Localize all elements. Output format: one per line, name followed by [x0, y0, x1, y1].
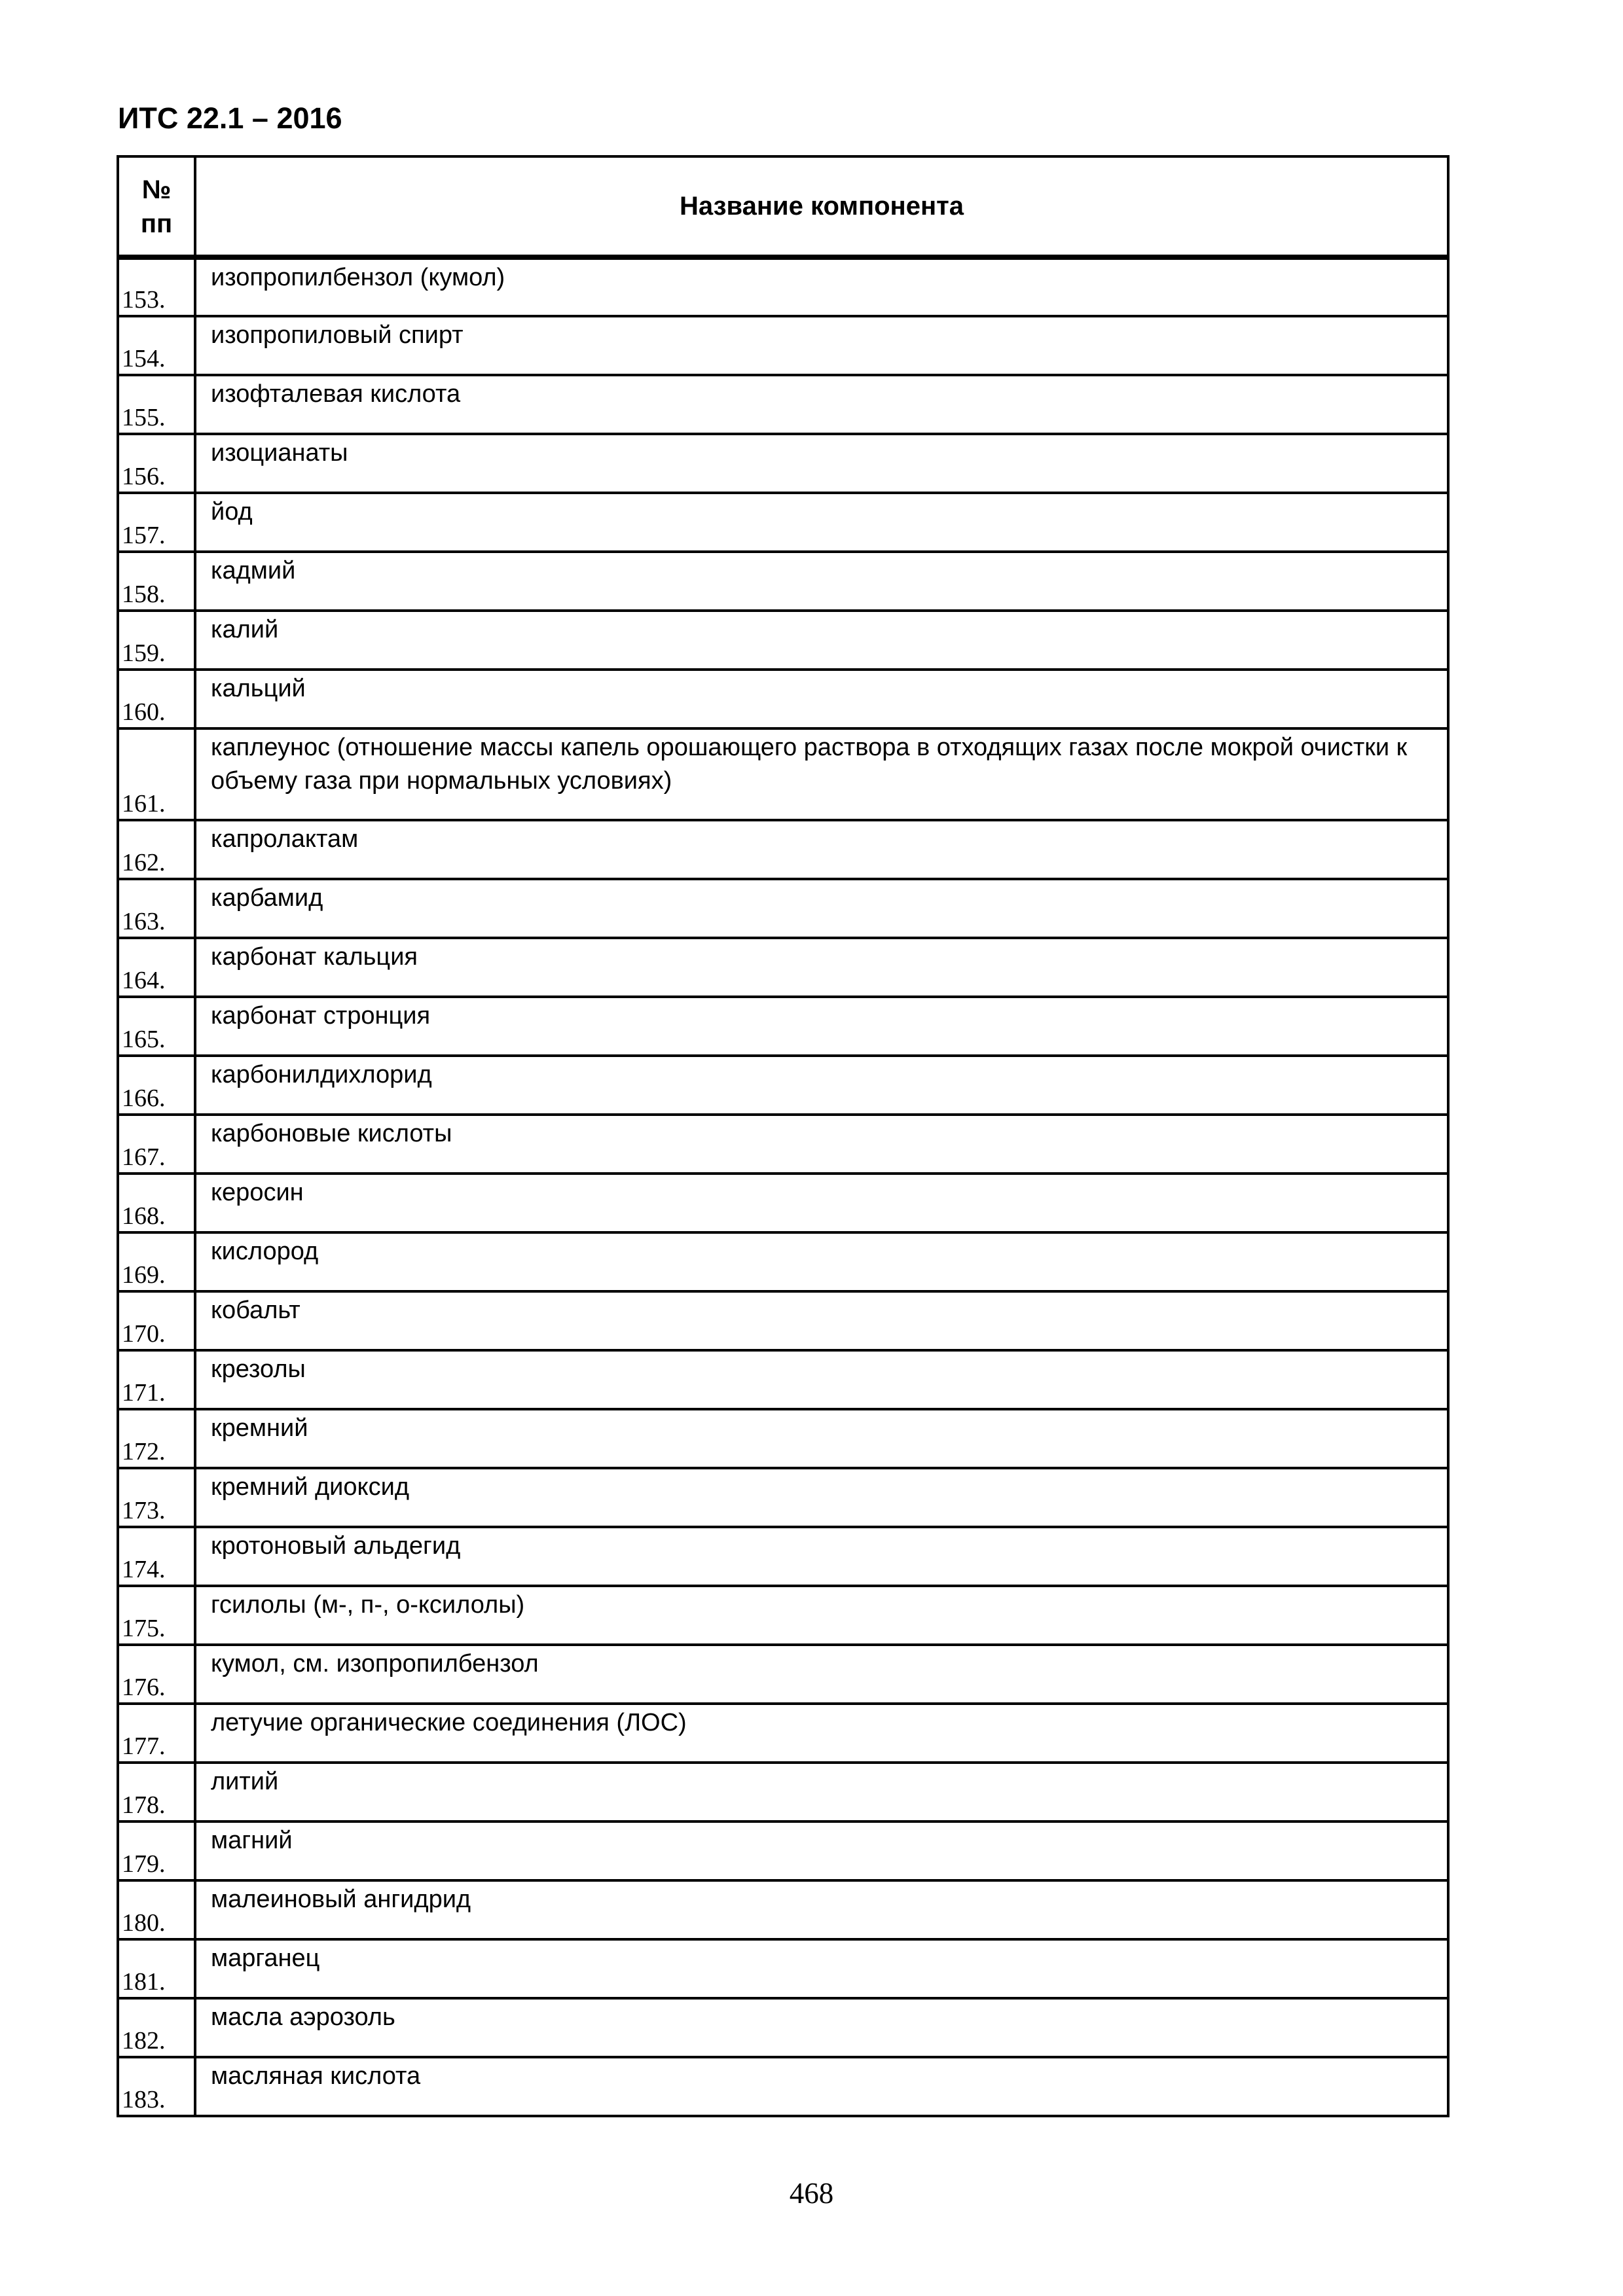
table-row — [118, 1174, 1448, 1232]
row-number-cell: 178. — [118, 1763, 195, 1821]
component-name-cell: изопропилбензол (кумол) — [195, 257, 1448, 316]
table-body — [118, 257, 1448, 2116]
column-header-number-line2: пп — [140, 209, 173, 238]
table-row — [118, 1704, 1448, 1763]
table-row — [118, 997, 1448, 1056]
table-row — [118, 2057, 1448, 2116]
component-name-cell: масла аэрозоль — [195, 1998, 1448, 2057]
table-row — [118, 1056, 1448, 1115]
table-row — [118, 1527, 1448, 1586]
row-number-cell: 173. — [118, 1468, 195, 1527]
row-number-cell: 163. — [118, 879, 195, 938]
table-header-row — [118, 156, 1448, 257]
component-name-cell: марганец — [195, 1939, 1448, 1998]
component-name-cell: кадмий — [195, 552, 1448, 611]
row-number-cell: 159. — [118, 611, 195, 670]
row-number-cell: 171. — [118, 1350, 195, 1409]
row-number-cell: 162. — [118, 820, 195, 879]
component-name-cell: магний — [195, 1821, 1448, 1880]
components-table-wrapper — [117, 155, 1447, 2117]
row-number-cell: 172. — [118, 1409, 195, 1468]
row-number-cell: 181. — [118, 1939, 195, 1998]
table-row — [118, 257, 1448, 316]
column-header-number — [118, 156, 195, 257]
document-header: ИТС 22.1 – 2016 — [118, 101, 342, 135]
row-number-cell: 179. — [118, 1821, 195, 1880]
row-number-cell: 170. — [118, 1291, 195, 1350]
component-name-cell: капролактам — [195, 820, 1448, 879]
column-header-number-line1: № — [141, 175, 172, 204]
table-row — [118, 1291, 1448, 1350]
row-number-cell: 165. — [118, 997, 195, 1056]
table-row — [118, 938, 1448, 997]
table-row — [118, 493, 1448, 552]
row-number-cell: 167. — [118, 1115, 195, 1174]
row-number-cell: 166. — [118, 1056, 195, 1115]
row-number-cell: 174. — [118, 1527, 195, 1586]
component-name-cell: кумол, см. изопропилбензол — [195, 1645, 1448, 1704]
table-row — [118, 879, 1448, 938]
component-name-cell: малеиновый ангидрид — [195, 1880, 1448, 1939]
page-number: 468 — [789, 2177, 834, 2210]
row-number-cell: 164. — [118, 938, 195, 997]
component-name-cell: изоцианаты — [195, 434, 1448, 493]
component-name-cell: карбонилдихлорид — [195, 1056, 1448, 1115]
table-row — [118, 434, 1448, 493]
row-number-cell: 183. — [118, 2057, 195, 2116]
component-name-cell: летучие органические соединения (ЛОС) — [195, 1704, 1448, 1763]
component-name-cell: карбонат стронция — [195, 997, 1448, 1056]
row-number-cell: 161. — [118, 728, 195, 820]
components-table — [117, 155, 1450, 2117]
row-number-cell: 158. — [118, 552, 195, 611]
row-number-cell: 180. — [118, 1880, 195, 1939]
component-name-cell: кремний диоксид — [195, 1468, 1448, 1527]
table-row — [118, 670, 1448, 728]
table-row — [118, 1586, 1448, 1645]
table-row — [118, 611, 1448, 670]
component-name-cell: кальций — [195, 670, 1448, 728]
row-number-cell: 169. — [118, 1232, 195, 1291]
row-number-cell: 154. — [118, 316, 195, 375]
component-name-cell: карбонат кальция — [195, 938, 1448, 997]
component-name-cell: йод — [195, 493, 1448, 552]
row-number-cell: 182. — [118, 1998, 195, 2057]
row-number-cell: 156. — [118, 434, 195, 493]
table-row — [118, 1468, 1448, 1527]
table-row — [118, 1939, 1448, 1998]
table-row — [118, 728, 1448, 820]
component-name-cell: изофталевая кислота — [195, 375, 1448, 434]
row-number-cell: 157. — [118, 493, 195, 552]
component-name-cell: литий — [195, 1763, 1448, 1821]
component-name-cell: изопропиловый спирт — [195, 316, 1448, 375]
table-row — [118, 552, 1448, 611]
row-number-cell: 155. — [118, 375, 195, 434]
row-number-cell: 168. — [118, 1174, 195, 1232]
row-number-cell: 176. — [118, 1645, 195, 1704]
table-row — [118, 1232, 1448, 1291]
row-number-cell: 160. — [118, 670, 195, 728]
row-number-cell: 175. — [118, 1586, 195, 1645]
component-name-cell: кремний — [195, 1409, 1448, 1468]
table-row — [118, 1880, 1448, 1939]
column-header-name: Название компонента — [195, 156, 1448, 257]
component-name-cell: карбамид — [195, 879, 1448, 938]
row-number-cell: 177. — [118, 1704, 195, 1763]
component-name-cell: кислород — [195, 1232, 1448, 1291]
component-name-cell: каплеунос (отношение массы капель орошающего раствора в отходящих газах после мокрой очистки к объему газа при нормальных условиях) — [195, 728, 1448, 820]
table-row — [118, 1350, 1448, 1409]
component-name-cell: карбоновые кислоты — [195, 1115, 1448, 1174]
table-row — [118, 820, 1448, 879]
table-row — [118, 375, 1448, 434]
row-number-cell: 153. — [118, 257, 195, 316]
component-name-cell: крезолы — [195, 1350, 1448, 1409]
table-row — [118, 316, 1448, 375]
component-name-cell: гсилолы (м-, п-, о-ксилолы) — [195, 1586, 1448, 1645]
component-name-cell: кротоновый альдегид — [195, 1527, 1448, 1586]
table-row — [118, 1645, 1448, 1704]
table-row — [118, 1998, 1448, 2057]
table-row — [118, 1763, 1448, 1821]
table-row — [118, 1821, 1448, 1880]
component-name-cell: калий — [195, 611, 1448, 670]
component-name-cell: керосин — [195, 1174, 1448, 1232]
component-name-cell: кобальт — [195, 1291, 1448, 1350]
table-row — [118, 1409, 1448, 1468]
component-name-cell: масляная кислота — [195, 2057, 1448, 2116]
table-row — [118, 1115, 1448, 1174]
